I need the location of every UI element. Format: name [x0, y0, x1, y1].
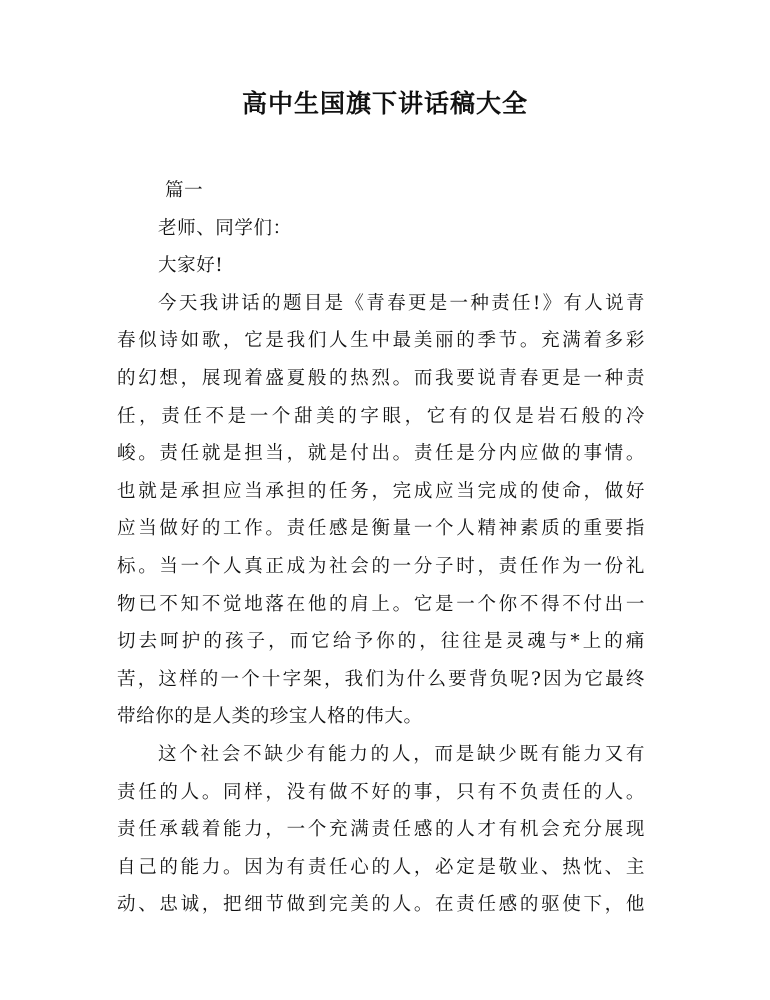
paragraph-line: 任，责任不是一个甜美的字眼，它有的仅是岩石般的冷 [117, 405, 645, 427]
document-title: 高中生国旗下讲话稿大全 [241, 89, 528, 118]
paragraph-line: 峻。责任就是担当，就是付出。责任是分内应做的事情。 [117, 443, 645, 465]
paragraph-line: 标。当一个人真正成为社会的一分子时，责任作为一份礼 [117, 555, 645, 577]
paragraph-line: 切去呵护的孩子，而它给予你的，往往是灵魂与*上的痛 [117, 631, 645, 653]
paragraph-line: 苦，这样的一个十字架，我们为什么要背负呢?因为它最终 [117, 668, 645, 690]
paragraph-line: 自己的能力。因为有责任心的人，必定是敬业、热忱、主 [117, 856, 645, 878]
paragraph-line: 带给你的是人类的珍宝人格的伟大。 [117, 706, 423, 728]
paragraph-line: 今天我讲话的题目是《青春更是一种责任!》有人说青 [158, 292, 645, 314]
paragraph-line: 责任承载着能力，一个充满责任感的人才有机会充分展现 [117, 819, 645, 841]
section-label: 篇一 [165, 180, 204, 201]
paragraph-line: 动、忠诚，把细节做到完美的人。在责任感的驱使下，他 [117, 894, 645, 916]
document-body [117, 172, 645, 924]
paragraph-1 [117, 285, 645, 736]
paragraph-line: 物已不知不觉地落在他的肩上。它是一个你不得不付出一 [117, 593, 645, 615]
paragraph-2 [117, 736, 645, 924]
paragraph-line: 责任的人。同样，没有做不好的事，只有不负责任的人。 [117, 781, 645, 803]
salutation: 老师、同学们： [158, 217, 292, 239]
paragraph-line: 也就是承担应当承担的任务，完成应当完成的使命，做好 [117, 480, 645, 502]
paragraph-line: 春似诗如歌，它是我们人生中最美丽的季节。充满着多彩 [117, 330, 645, 352]
paragraph-line: 这个社会不缺少有能力的人，而是缺少既有能力又有 [158, 743, 645, 765]
greeting: 大家好! [158, 255, 224, 277]
paragraph-line: 应当做好的工作。责任感是衡量一个人精神素质的重要指 [117, 518, 645, 540]
paragraph-line: 的幻想，展现着盛夏般的热烈。而我要说青春更是一种责 [117, 367, 645, 389]
